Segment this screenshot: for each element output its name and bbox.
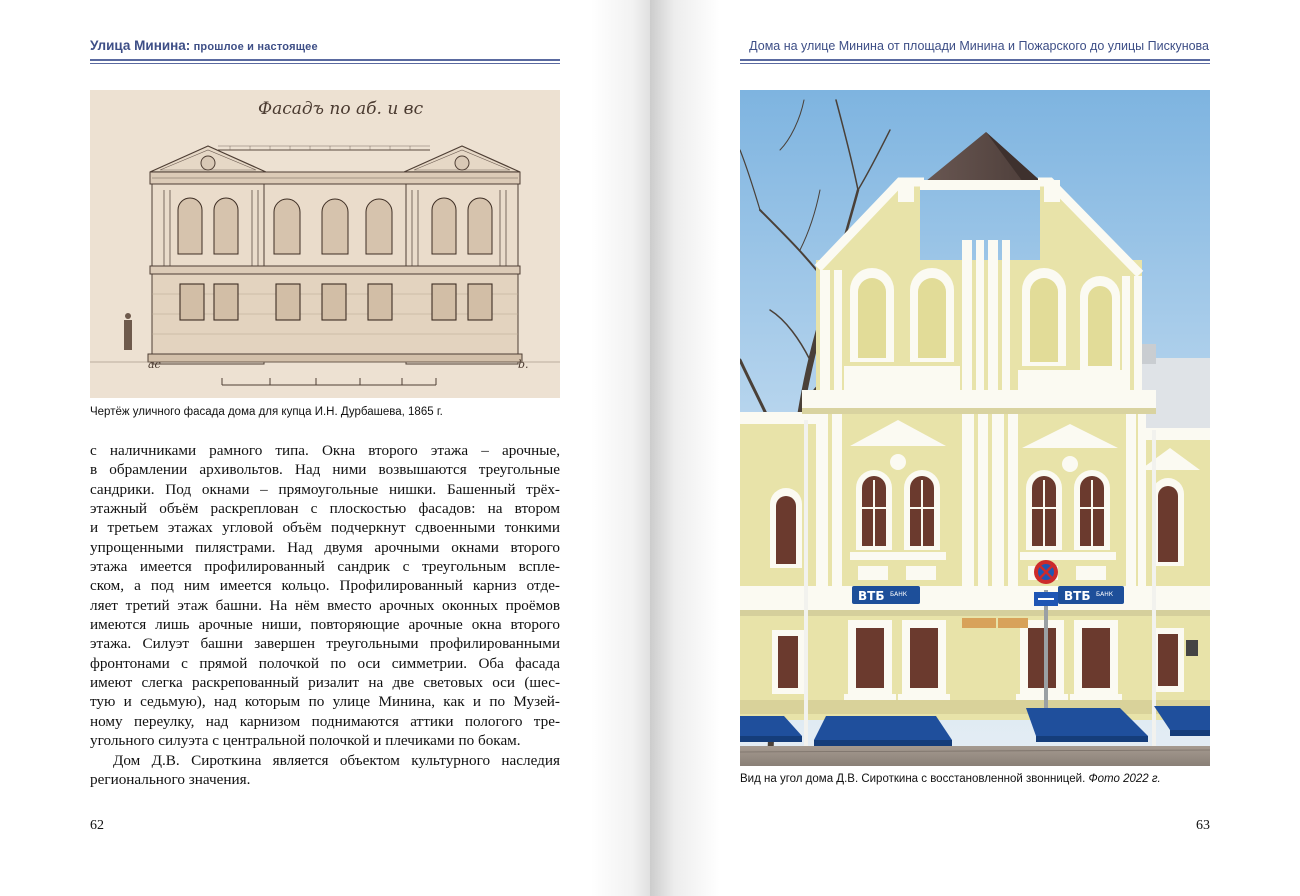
running-head-sub: прошлое и настоящее [190,41,318,53]
facade-drawing-svg [90,90,560,398]
gutter-shadow-right [650,0,720,896]
body-line: Дом Д.В. Сироткина является объектом культурного наследия [113,751,560,769]
running-head-right: Дома на улице Минина от площади Минина и Пожарского до улицы Пискунова [749,39,1209,53]
body-text [90,441,560,789]
body-line: ском, а под ним имеется кольцо. Профилированный карниз отде- [90,577,560,595]
caption-photo-credit: Фото 2022 г. [1088,773,1161,785]
bank-sign-left-text: ВТБ [858,589,885,603]
body-line: этажа. Силуэт башни завершен треугольными профилированными [90,635,560,653]
body-line: упрощенными пилястрами. Над двумя арочными окнами второго [90,538,560,556]
body-line: имеют слегка раскрепованный ризалит на две световых оси (шес- [90,674,560,692]
drawing-label-b: b. [518,358,529,371]
header-rule-right [740,59,1210,64]
running-head-left [90,38,318,55]
body-line: имеются лишь арочные ниши, повторяющие арочные окна второго [90,616,560,634]
body-line: сандрики. Под окнами – прямоугольные нишки. Башенный трёх- [90,480,560,498]
body-line: в обрамлении архивольтов. Над ними возвышаются треугольные [90,461,560,479]
body-line: этажа имеется профилированный сандрик с треугольным вспле- [90,558,560,576]
bank-sign-right [1058,586,1124,604]
bank-sign-left-sub: БАНК [890,591,907,598]
body-line: тую и седьмую), над которым по улице Минина, как и по Музей- [90,693,560,711]
running-head-main: Улица Минина: [90,38,191,53]
building-photo [740,90,1210,766]
body-line: регионального значения. [90,770,251,788]
figure-caption-left: Чертёж уличного фасада дома для купца И.Н. Дурбашева, 1865 г. [90,406,443,418]
figure-caption-right [740,773,1161,785]
drawing-inscription: Фасадъ по аб. и вс [258,99,424,119]
drawing-label-a: ас [148,358,161,371]
body-line: фронтонами с прямой полочкой по оси симметрии. Оба фасада [90,654,560,672]
bank-sign-right-text: ВТБ [1064,589,1091,603]
bank-sign-right-sub: БАНК [1096,591,1113,598]
facade-drawing [90,90,560,398]
page-number-left: 62 [90,818,104,833]
bank-sign-left [852,586,920,604]
building-photo-svg [740,90,1210,766]
header-rule-left [90,59,560,64]
caption-main: Вид на угол дома Д.В. Сироткина с восстановленной звонницей. [740,773,1086,785]
body-line: этажный объём раскреплован с плоскостью фасадов: на втором [90,500,560,518]
page-number-right: 63 [1196,818,1210,833]
body-line: угольного силуэта с центральной полочкой и плечиками по бокам. [90,732,521,750]
gutter-shadow-left [590,0,650,896]
body-line: ному переулку, над карнизом поднимаются аттики пологого тре- [90,712,560,730]
body-line: с наличниками рамного типа. Окна второго этажа – арочные, [90,442,560,459]
body-line: и третьем этажах угловой объём подчеркнут сдвоенными тонкими [90,519,560,537]
body-line: ляет третий этаж башни. На нём вместо арочных оконных проёмов [90,596,560,614]
